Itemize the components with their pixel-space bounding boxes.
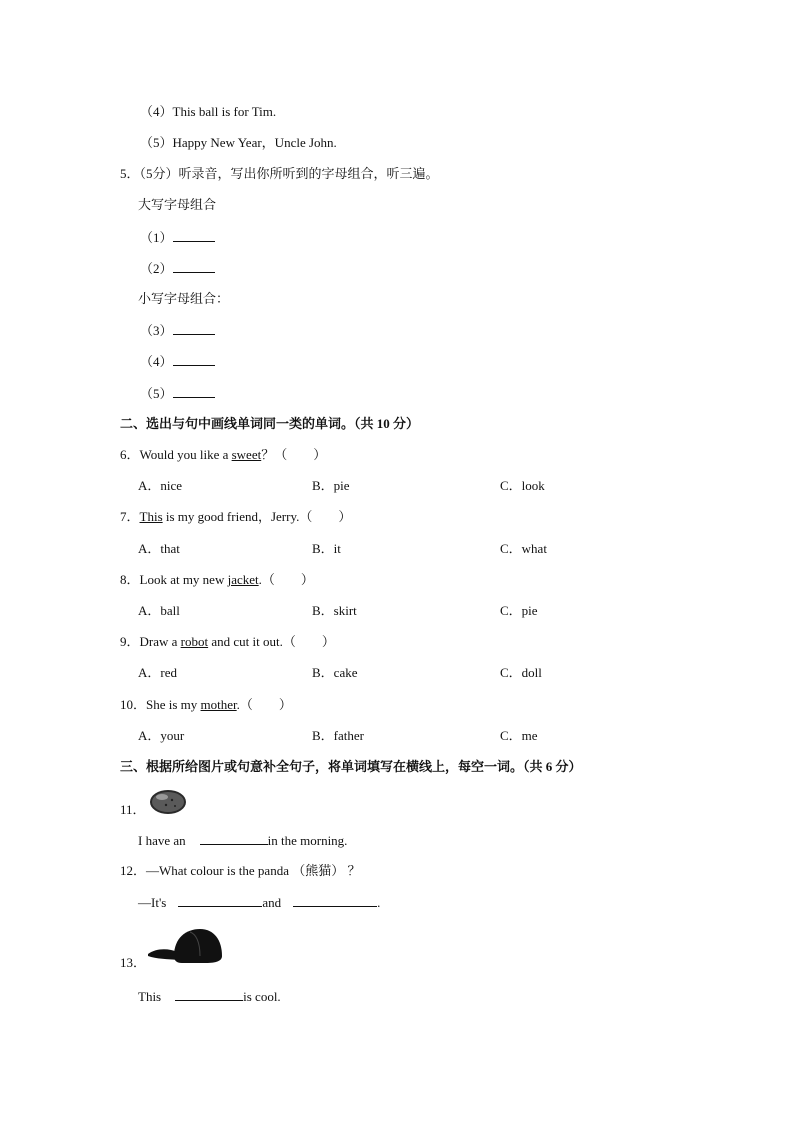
answer-blank[interactable] (173, 353, 215, 366)
question-7: 7．This is my good friend，Jerry.（ ） (120, 509, 352, 524)
q6-option-b[interactable]: B．pie (312, 478, 350, 493)
q9-option-c[interactable]: C．doll (500, 665, 542, 680)
section-2-heading: 二、选出与句中画线单词同一类的单词。（共 10 分） (120, 416, 420, 431)
answer-blank[interactable] (200, 832, 268, 845)
q5-item-1: （1） (140, 229, 215, 246)
question-9: 9．Draw a robot and cut it out.（ ） (120, 634, 335, 649)
question-11-number: 11． (120, 802, 146, 817)
q10-option-c[interactable]: C．me (500, 728, 538, 743)
question-13-number: 13． (120, 955, 147, 970)
question-10: 10．She is my mother.（ ） (120, 697, 292, 712)
q6-option-a[interactable]: A．nice (138, 478, 183, 493)
answer-blank[interactable] (175, 988, 243, 1001)
q10-option-a[interactable]: A．your (138, 728, 185, 743)
q9-option-a[interactable]: A．red (138, 665, 177, 680)
listening-item-5: （5）Happy New Year，Uncle John. (140, 135, 337, 150)
q8-option-b[interactable]: B．skirt (312, 603, 357, 618)
question-8: 8．Look at my new jacket.（ ） (120, 572, 314, 587)
q6-option-c[interactable]: C．look (500, 478, 545, 493)
answer-blank[interactable] (173, 385, 215, 398)
q7-option-b[interactable]: B．it (312, 541, 341, 556)
q5-item-3: （3） (140, 322, 215, 339)
cap-picture (146, 926, 224, 966)
q5-item-5: （5） (140, 385, 215, 402)
q9-option-b[interactable]: B．cake (312, 665, 358, 680)
question-5-stem: 5．（5分）听录音，写出你所听到的字母组合，听三遍。 (120, 166, 439, 181)
answer-blank[interactable] (293, 894, 377, 907)
q5-item-4: （4） (140, 353, 215, 370)
answer-blank[interactable] (173, 229, 215, 242)
question-12-answer: —It's and . (138, 895, 381, 910)
q8-option-c[interactable]: C．pie (500, 603, 538, 618)
q7-option-a[interactable]: A．that (138, 541, 180, 556)
answer-blank[interactable] (173, 260, 215, 273)
listening-item-4: （4）This ball is for Tim. (140, 104, 277, 119)
q10-option-b[interactable]: B．father (312, 728, 364, 743)
answer-blank[interactable] (173, 322, 215, 335)
q5-item-2: （2） (140, 260, 215, 277)
answer-blank[interactable] (178, 894, 262, 907)
q7-option-c[interactable]: C．what (500, 541, 547, 556)
uppercase-label: 大写字母组合 (138, 197, 217, 212)
lowercase-label: 小写字母组合： (138, 291, 230, 306)
question-6: 6．Would you like a sweet？（ ） (120, 447, 327, 462)
question-12: 12．—What colour is the panda （熊猫） ？ (120, 863, 361, 878)
question-13-sentence: This is cool. (138, 989, 281, 1004)
question-11-sentence: I have an in the morning. (138, 833, 348, 848)
section-3-heading: 三、根据所给图片或句意补全句子，将单词填写在横线上，每空一词。（共 6 分） (120, 759, 582, 774)
egg-picture (148, 788, 188, 816)
q8-option-a[interactable]: A．ball (138, 603, 180, 618)
